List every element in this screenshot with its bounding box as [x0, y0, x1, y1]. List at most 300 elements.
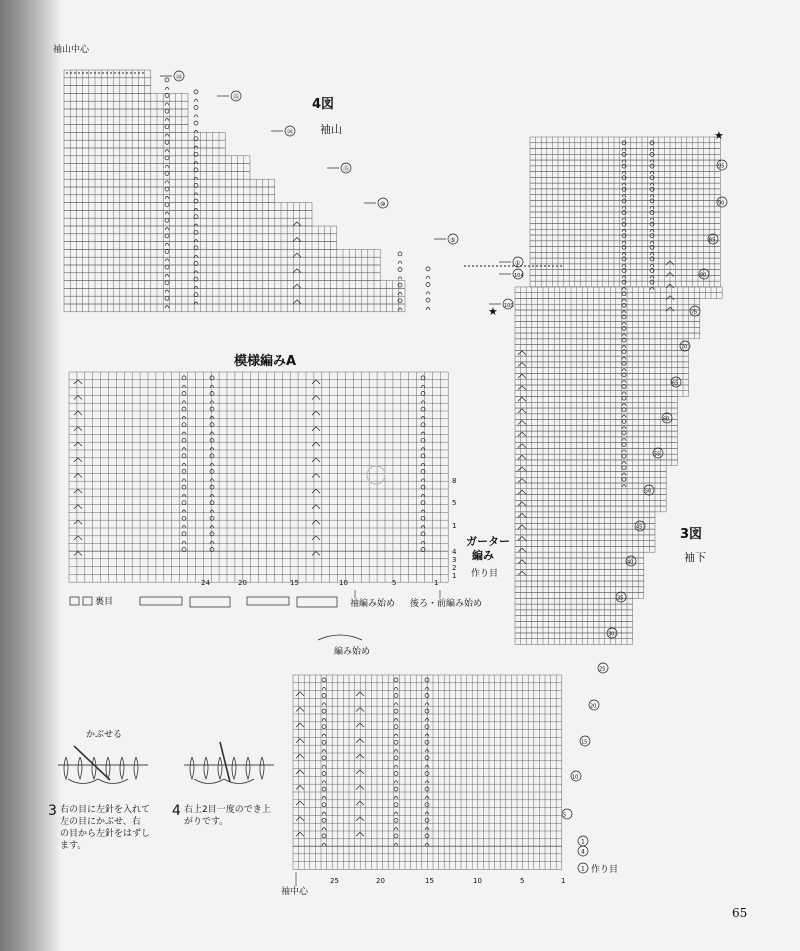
- row-marker: 70: [681, 344, 688, 351]
- twist-symbol: [622, 322, 626, 325]
- knitting-illustration-step4: [218, 757, 222, 779]
- sleeve-cap-grid-row: [64, 171, 250, 179]
- figure4-star: ★: [488, 305, 498, 318]
- legend-cable-result: [297, 597, 337, 607]
- twist-symbol: [394, 678, 398, 682]
- row-marker: 35: [617, 595, 624, 602]
- sleeve-cap-center-label: 袖山中心: [53, 45, 90, 55]
- cross-symbol: [518, 479, 526, 483]
- sleeve-underarm-grid-row: [515, 437, 677, 443]
- column-number: 5: [520, 877, 525, 885]
- row-marker: ⑮: [343, 166, 350, 173]
- legend-cable-result: [190, 597, 230, 607]
- twist-symbol: [622, 473, 626, 476]
- twist-symbol: [622, 357, 626, 360]
- twist-symbol: [398, 277, 402, 280]
- cross-symbol: [518, 363, 526, 367]
- sleeve-underarm-grid-row: [515, 460, 677, 466]
- twist-symbol: [165, 290, 169, 293]
- twist-symbol: [165, 196, 169, 199]
- twist-symbol: [425, 803, 429, 807]
- twist-symbol: [622, 466, 626, 470]
- twist-symbol: [622, 408, 626, 412]
- sleeve-cap-grid-row: [64, 117, 188, 125]
- sleeve-underarm-grid-row: [515, 345, 689, 351]
- column-number: 20: [376, 877, 385, 885]
- twist-symbol: [182, 479, 186, 482]
- sleeve-cap-grid-row: [64, 109, 188, 117]
- sleeve-cap-grid-row: [64, 101, 188, 109]
- twist-symbol: [165, 265, 169, 269]
- twist-symbol: [210, 432, 214, 435]
- twist-symbol: [182, 463, 186, 466]
- cross-symbol: [312, 552, 320, 556]
- row-marker: 5: [563, 812, 567, 819]
- needle: [74, 746, 110, 780]
- knitting-illustration-step4: [190, 757, 194, 779]
- sleeve-underarm-grid-row: [515, 327, 700, 333]
- cross-symbol: [74, 427, 82, 431]
- twist-symbol: [425, 718, 429, 721]
- twist-symbol: [394, 687, 398, 690]
- twist-symbol: [194, 115, 198, 118]
- sleeve-underarm-grid-row: [515, 373, 689, 379]
- twist-symbol: [322, 781, 326, 784]
- twist-symbol: [210, 448, 214, 451]
- sleeve-cap-grid-row: [64, 265, 380, 273]
- twist-symbol: [622, 461, 626, 464]
- twist-symbol: [322, 687, 326, 690]
- twist-symbol: [425, 796, 429, 799]
- row-marker: 60: [663, 416, 670, 423]
- row-number: 3: [452, 556, 457, 564]
- twist-symbol: [426, 298, 430, 302]
- twist-symbol: [426, 276, 430, 279]
- row-marker: 75: [691, 309, 698, 316]
- twist-symbol: [394, 803, 398, 807]
- twist-symbol: [425, 765, 429, 768]
- twist-symbol: [425, 709, 429, 713]
- legend-cable-box: [247, 597, 289, 605]
- sleeve-underarm-grid-row: [515, 333, 700, 339]
- twist-symbol: [425, 756, 429, 760]
- twist-symbol: [182, 526, 186, 529]
- twist-symbol: [210, 423, 214, 427]
- sleeve-underarm-grid-row: [515, 287, 722, 293]
- twist-symbol: [165, 296, 169, 300]
- sleeve-underarm-grid-row: [515, 535, 655, 541]
- cross-symbol: [74, 536, 82, 540]
- twist-symbol: [182, 438, 186, 442]
- knitting-illustration-step3: [92, 757, 96, 779]
- twist-symbol: [165, 125, 169, 129]
- twist-symbol: [210, 501, 214, 505]
- row-marker: 100: [504, 303, 514, 309]
- sleeve-underarm-grid-row: [515, 483, 666, 489]
- twist-symbol: [182, 392, 186, 396]
- start-sleeve-label: 袖編み始め: [350, 599, 396, 609]
- sleeve-cap-grid-row: [64, 296, 405, 304]
- cross-symbol: [312, 458, 320, 462]
- figure4-subtitle: 袖山: [320, 123, 342, 136]
- twist-symbol: [182, 448, 186, 451]
- sleeve-underarm-grid-row: [530, 166, 720, 172]
- column-number: 10: [339, 579, 348, 587]
- cross-symbol: [296, 754, 304, 758]
- twist-symbol: [426, 292, 430, 295]
- twist-symbol: [622, 299, 626, 302]
- sleeve-cap-grid-row: [64, 257, 380, 265]
- twist-symbol: [425, 687, 429, 690]
- sleeve-underarm-grid-row: [515, 500, 666, 506]
- column-number: 10: [473, 877, 482, 885]
- row-marker: 1: [581, 838, 585, 846]
- sleeve-underarm-grid-row: [515, 529, 655, 535]
- twist-symbol: [394, 694, 398, 698]
- sleeve-underarm-grid-row: [515, 477, 666, 483]
- sleeve-cap-grid-row: [64, 210, 312, 218]
- sleeve-underarm-grid-row: [530, 212, 720, 218]
- twist-symbol: [622, 392, 626, 395]
- step3-text-3: の目から左針をはずし: [60, 829, 151, 839]
- row-marker: 80: [700, 272, 707, 279]
- cross-symbol: [666, 296, 674, 300]
- sleeve-cap-grid-row: [64, 156, 250, 164]
- twist-symbol: [394, 781, 398, 784]
- cross-symbol: [74, 505, 82, 509]
- twist-symbol: [210, 401, 214, 404]
- sleeve-cap-grid-row: [64, 218, 312, 226]
- twist-symbol: [425, 703, 429, 706]
- sleeve-cap-grid-row: [64, 179, 275, 187]
- cross-symbol: [312, 474, 320, 478]
- twist-symbol: [622, 311, 626, 314]
- sleeve-underarm-grid-row: [515, 443, 677, 449]
- knitting-illustration-step3: [78, 757, 82, 779]
- row-marker: 50: [645, 488, 652, 495]
- step4-text-1: 右上2目一度のでき上: [184, 805, 271, 815]
- sleeve-underarm-grid-row: [515, 310, 700, 316]
- twist-symbol: [165, 281, 169, 285]
- twist-symbol: [398, 268, 402, 272]
- twist-symbol: [394, 750, 398, 753]
- sleeve-underarm-grid-row: [515, 546, 655, 552]
- cross-symbol: [296, 739, 304, 743]
- cross-symbol: [296, 801, 304, 805]
- sleeve-underarm-grid-row: [530, 270, 720, 276]
- sleeve-cap-grid-row: [64, 93, 188, 101]
- sleeve-underarm-grid-row: [515, 489, 666, 495]
- cross-symbol: [518, 374, 526, 378]
- twist-symbol: [622, 485, 626, 488]
- twist-symbol: [322, 694, 326, 698]
- twist-symbol: [182, 407, 186, 411]
- sleeve-underarm-grid-row: [515, 397, 677, 403]
- twist-symbol: [622, 380, 626, 383]
- row-number: 8: [452, 477, 457, 485]
- twist-symbol: [165, 78, 169, 82]
- twist-symbol: [394, 725, 398, 729]
- column-number: 5: [392, 579, 397, 587]
- twist-symbol: [398, 252, 402, 256]
- twist-symbol: [394, 843, 398, 846]
- twist-symbol: [425, 812, 429, 815]
- cross-symbol: [518, 409, 526, 413]
- twist-symbol: [622, 415, 626, 418]
- sleeve-underarm-grid-row: [515, 616, 633, 622]
- twist-symbol: [322, 828, 326, 831]
- twist-symbol: [394, 765, 398, 768]
- twist-symbol: [182, 510, 186, 513]
- sleeve-underarm-grid-row: [515, 523, 655, 529]
- sleeve-underarm-grid-row: [515, 570, 644, 576]
- sleeve-cap-grid-row: [64, 304, 405, 312]
- twist-symbol: [322, 709, 326, 713]
- row-marker: ㉕: [233, 94, 240, 101]
- sleeve-cap-grid-row: [64, 203, 312, 211]
- cross-symbol: [296, 817, 304, 821]
- start-back-front-label: 後ろ・前編み始め: [410, 599, 483, 609]
- twist-symbol: [194, 121, 198, 125]
- twist-symbol: [165, 243, 169, 246]
- twist-symbol: [322, 756, 326, 760]
- row-marker: ⑤: [450, 237, 456, 244]
- legend-purl-box: [83, 597, 92, 605]
- twist-symbol: [622, 419, 626, 423]
- sleeve-underarm-grid-row: [515, 368, 689, 374]
- cross-symbol: [518, 467, 526, 471]
- cross-symbol: [74, 442, 82, 446]
- sleeve-cap-grid-row: [64, 187, 275, 195]
- row-marker: ①: [515, 260, 521, 267]
- twist-symbol: [210, 485, 214, 489]
- row-marker: ㉘: [176, 74, 183, 81]
- column-number: 1: [434, 579, 439, 587]
- sleeve-underarm-grid-row: [515, 558, 644, 564]
- cross-symbol: [74, 474, 82, 478]
- row-marker: 15: [581, 739, 588, 746]
- sleeve-underarm-grid-row: [515, 604, 633, 610]
- twist-symbol: [322, 725, 326, 729]
- twist-symbol: [322, 718, 326, 721]
- twist-symbol: [210, 463, 214, 466]
- twist-symbol: [182, 485, 186, 489]
- twist-symbol: [210, 376, 214, 380]
- twist-symbol: [182, 470, 186, 474]
- sleeve-underarm-grid-row: [515, 322, 700, 328]
- twist-symbol: [425, 678, 429, 682]
- sleeve-cap-grid-row: [64, 249, 380, 257]
- twist-symbol: [622, 369, 626, 372]
- sleeve-cap-grid-row: [64, 140, 225, 148]
- cross-symbol: [74, 380, 82, 384]
- twist-symbol: [425, 740, 429, 744]
- row-marker: 95: [718, 163, 725, 170]
- start-brace: [318, 635, 362, 640]
- step3-tag: かぶせる: [86, 730, 123, 740]
- sleeve-cap-grid-row: [64, 281, 405, 289]
- sleeve-underarm-grid-row: [515, 621, 633, 627]
- twist-symbol: [210, 526, 214, 529]
- pattern-a-garter-grid: [69, 551, 448, 582]
- twist-symbol: [165, 109, 169, 113]
- cross-symbol: [518, 548, 526, 552]
- twist-symbol: [210, 385, 214, 388]
- sleeve-underarm-grid-row: [515, 552, 644, 558]
- sleeve-underarm-grid-row: [515, 564, 644, 570]
- cross-symbol: [666, 307, 674, 311]
- twist-symbol: [394, 796, 398, 799]
- sleeve-underarm-grid-row: [530, 177, 720, 183]
- cross-symbol: [74, 411, 82, 415]
- twist-symbol: [182, 454, 186, 458]
- row-marker: ⑳: [287, 129, 294, 136]
- cross-symbol: [296, 786, 304, 790]
- sleeve-underarm-grid-row: [515, 385, 689, 391]
- garter-label-1: ガーター: [466, 535, 510, 548]
- garter-label-2: 編み: [472, 549, 494, 562]
- sleeve-underarm-grid-row: [515, 391, 689, 397]
- legend-knit-box: [70, 597, 79, 605]
- twist-symbol: [322, 772, 326, 776]
- twist-symbol: [394, 834, 398, 838]
- sleeve-underarm-grid-row: [530, 235, 720, 241]
- cross-symbol: [518, 571, 526, 575]
- sleeve-underarm-grid-row: [515, 298, 700, 304]
- twist-symbol: [322, 834, 326, 838]
- cross-symbol: [296, 770, 304, 774]
- row-number: 1: [452, 522, 457, 530]
- cross-symbol: [518, 421, 526, 425]
- cross-symbol: [296, 708, 304, 712]
- twist-symbol: [210, 454, 214, 458]
- row-marker: 30: [608, 631, 615, 638]
- twist-symbol: [210, 541, 214, 544]
- twist-symbol: [182, 532, 186, 536]
- row-marker: 65: [672, 380, 679, 387]
- knitting-illustration-step4: [246, 757, 250, 779]
- twist-symbol: [425, 694, 429, 698]
- twist-symbol: [194, 106, 198, 110]
- twist-symbol: [394, 772, 398, 776]
- sleeve-cap-grid-row: [64, 242, 337, 250]
- sleeve-lower-grid: [293, 675, 562, 847]
- twist-symbol: [165, 118, 169, 121]
- sleeve-cap-grid-row: [64, 125, 188, 133]
- cross-symbol: [312, 380, 320, 384]
- twist-symbol: [622, 450, 626, 453]
- cross-symbol: [74, 489, 82, 493]
- twist-symbol: [210, 407, 214, 411]
- twist-symbol: [165, 134, 169, 137]
- sleeve-underarm-grid-row: [530, 143, 720, 149]
- twist-symbol: [182, 385, 186, 388]
- cross-symbol: [296, 692, 304, 696]
- twist-symbol: [394, 718, 398, 721]
- legend-purl-label: 裏目: [95, 597, 114, 607]
- sleeve-underarm-grid-row: [515, 627, 633, 633]
- sleeve-underarm-grid-row: [515, 316, 700, 322]
- twist-symbol: [182, 432, 186, 435]
- twist-symbol: [622, 303, 626, 307]
- start-label: 編み始め: [334, 647, 371, 657]
- sleeve-underarm-grid-row: [515, 425, 677, 431]
- twist-symbol: [322, 703, 326, 706]
- sleeve-underarm-grid-row: [515, 512, 655, 518]
- twist-symbol: [322, 678, 326, 682]
- twist-symbol: [210, 438, 214, 442]
- twist-symbol: [394, 756, 398, 760]
- row-marker: 1: [581, 865, 585, 873]
- sleeve-underarm-grid-row: [515, 466, 666, 472]
- row-number: 1: [452, 572, 457, 580]
- sleeve-underarm-grid-row: [515, 350, 689, 356]
- sleeve-underarm-grid-row: [515, 610, 633, 616]
- twist-symbol: [165, 234, 169, 238]
- row-marker: ⑩: [380, 201, 386, 208]
- sleeve-underarm-grid-row: [515, 541, 655, 547]
- pattern-a-title: 模様編みA: [234, 354, 297, 369]
- cross-symbol: [312, 411, 320, 415]
- twist-symbol: [426, 267, 430, 271]
- twist-symbol: [210, 516, 214, 520]
- cross-symbol: [312, 442, 320, 446]
- twist-symbol: [165, 172, 169, 176]
- twist-symbol: [210, 510, 214, 513]
- twist-symbol: [210, 479, 214, 482]
- sleeve-underarm-grid-row: [515, 420, 677, 426]
- twist-symbol: [322, 734, 326, 737]
- twist-symbol: [394, 818, 398, 822]
- twist-symbol: [425, 828, 429, 831]
- twist-symbol: [425, 772, 429, 776]
- sleeve-underarm-grid-row: [515, 356, 689, 362]
- row-marker: 90: [718, 200, 725, 207]
- row-number: 5: [452, 499, 457, 507]
- twist-symbol: [394, 812, 398, 815]
- twist-symbol: [165, 140, 169, 144]
- step3-text-1: 右の目に左針を入れて: [60, 805, 151, 815]
- twist-symbol: [426, 307, 430, 310]
- knitting-illustration-step4: [194, 779, 254, 784]
- twist-symbol: [182, 416, 186, 419]
- knitting-illustration-step4: [232, 757, 236, 779]
- twist-symbol: [165, 250, 169, 254]
- sleeve-underarm-grid-row: [515, 402, 677, 408]
- twist-symbol: [322, 812, 326, 815]
- row-marker: 4: [581, 848, 585, 856]
- sleeve-underarm-grid-row: [515, 639, 633, 645]
- sleeve-cap-grid-row: [64, 234, 337, 242]
- sleeve-underarm-grid-row: [515, 495, 666, 501]
- twist-symbol: [165, 181, 169, 184]
- cross-symbol: [518, 386, 526, 390]
- twist-symbol: [165, 156, 169, 160]
- row-marker: 40: [627, 559, 634, 566]
- row-number: 2: [452, 564, 457, 572]
- twist-symbol: [194, 99, 198, 102]
- sleeve-underarm-grid-row: [515, 471, 666, 477]
- knitting-illustration-step4: [260, 757, 264, 779]
- sleeve-garter-grid: [293, 846, 562, 869]
- twist-symbol: [425, 750, 429, 753]
- twist-symbol: [425, 725, 429, 729]
- twist-symbol: [650, 287, 654, 290]
- sleeve-underarm-grid-row: [515, 414, 677, 420]
- cross-symbol: [518, 513, 526, 517]
- cross-symbol: [518, 455, 526, 459]
- cross-symbol: [518, 351, 526, 355]
